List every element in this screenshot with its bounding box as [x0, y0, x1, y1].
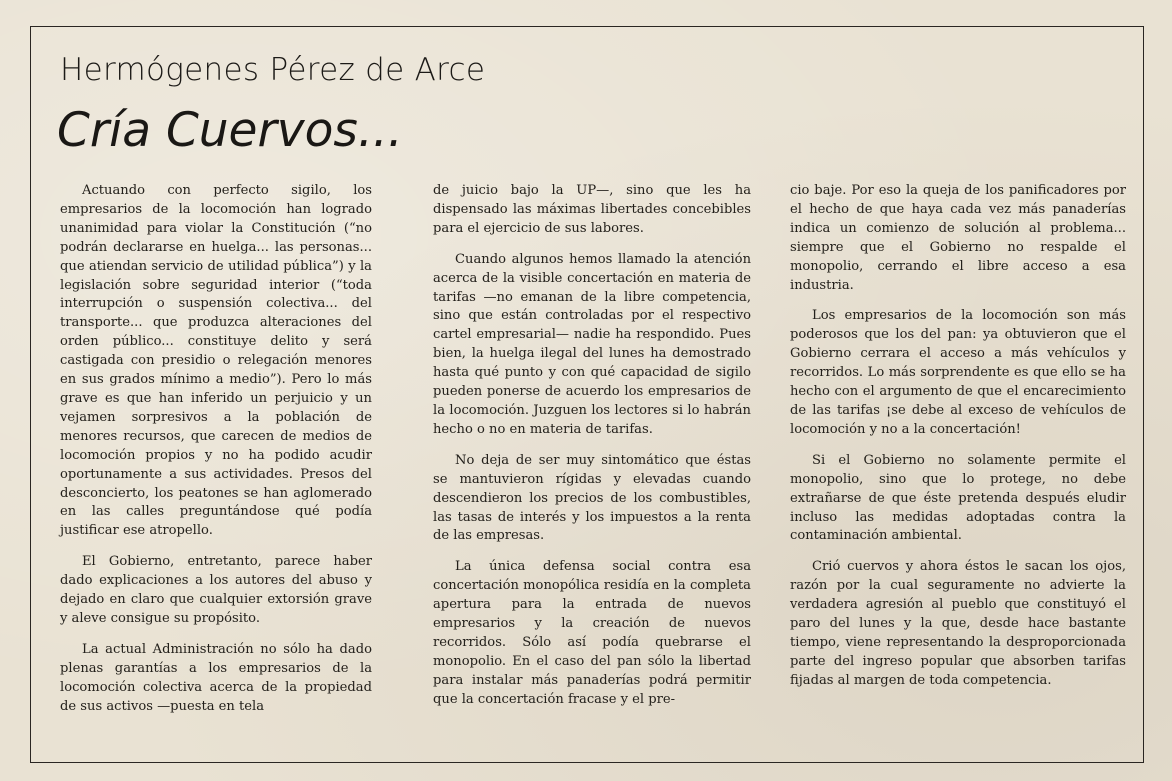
article-column-3	[790, 182, 1126, 703]
paragraph-continued: cio baje. Por eso la queja de los panificadores por el hecho de que haya cada vez más panaderías indica un comienzo de solución al problema... siempre que el Gobierno no respalde el monopolio, cerrando el libre acceso a esa industria.	[790, 183, 1126, 293]
article-headline: Cría Cuervos...	[57, 103, 403, 158]
paragraph: Actuando con perfecto sigilo, los empresarios de la locomoción han logrado unanimidad para violar la Constitución (“no podrán declararse en huelga... las personas... que atiendan servicio de utilidad pública”) y la legislación sobre seguridad interior (“toda interrupción o suspensión colectiva... del transporte... que produzca alteraciones del orden público... constituye delito y será castigada con presidio o relegación menores en sus grados mínimo a medio”). Pero lo más grave es que han inferido un perjuicio y un vejamen sorpresivos a la población de menores recursos, que carecen de medios de locomoción propios y no ha podido acudir oportunamente a sus actividades. Presos del desconcierto, los peatones se han aglomerado en las calles preguntándose qué podía justificar ese atropello.	[60, 183, 372, 539]
paragraph: El Gobierno, entretanto, parece haber dado explicaciones a los autores del abuso y dejado en claro que cualquier extorsión grave y aleve consigue su propósito.	[60, 554, 372, 626]
paragraph-continued: de juicio bajo la UP—, sino que les ha dispensado las máximas libertades concebibles para el ejercicio de sus labores.	[433, 183, 751, 236]
paragraph: Los empresarios de la locomoción son más poderosos que los del pan: ya obtuvieron que el Gobierno cerrara el acceso a más vehículos y recorridos. Lo más sorprendente es que ello se ha hecho con el argumento de que el encarecimiento de las tarifas ¡se debe al exceso de vehículos de locomoción y no a la concertación!	[790, 308, 1126, 437]
paragraph: Cuando algunos hemos llamado la atención acerca de la visible concertación en materia de tarifas —no emanan de la libre competencia, sino que están controladas por el respectivo cartel empresarial— nadie ha respondido. Pues bien, la huelga ilegal del lunes ha demostrado hasta qué punto y con qué capacidad de sigilo pueden ponerse de acuerdo los empresarios de la locomoción. Juzguen los lectores si lo habrán hecho o no en materia de tarifas.	[433, 251, 751, 437]
paragraph: Crió cuervos y ahora éstos le sacan los ojos, razón por la cual seguramente no advierte la verdadera agresión al pueblo que constituyó el paro del lunes y la que, desde hace bastante tiempo, viene representando la desproporcionada parte del ingreso popular que absorben tarifas fijadas al margen de toda competencia.	[790, 559, 1126, 688]
article-column-1	[60, 182, 372, 728]
paragraph: La actual Administración no sólo ha dado plenas garantías a los empresarios de la locomoción colectiva acerca de la propiedad de sus activos —puesta en tela	[60, 641, 372, 714]
article-column-2	[433, 182, 751, 722]
paragraph: La única defensa social contra esa concertación monopólica residía en la completa apertura para la entrada de nuevos empresarios y la creación de nuevos recorridos. Sólo así podía quebrarse el monopolio. En el caso del pan sólo la libertad para instalar más panaderías podrá permitir que la concertación fracase y el pre-	[433, 559, 751, 707]
author-byline: Hermógenes Pérez de Arce	[60, 52, 486, 88]
paragraph: No deja de ser muy sintomático que éstas se mantuvieron rígidas y elevadas cuando descendieron los precios de los combustibles, las tasas de interés y los impuestos a la renta de las empresas.	[433, 452, 751, 544]
paragraph: Si el Gobierno no solamente permite el monopolio, sino que lo protege, no debe extrañarse de que éste pretenda después eludir incluso las medidas adoptadas contra la contaminación ambiental.	[790, 452, 1126, 544]
